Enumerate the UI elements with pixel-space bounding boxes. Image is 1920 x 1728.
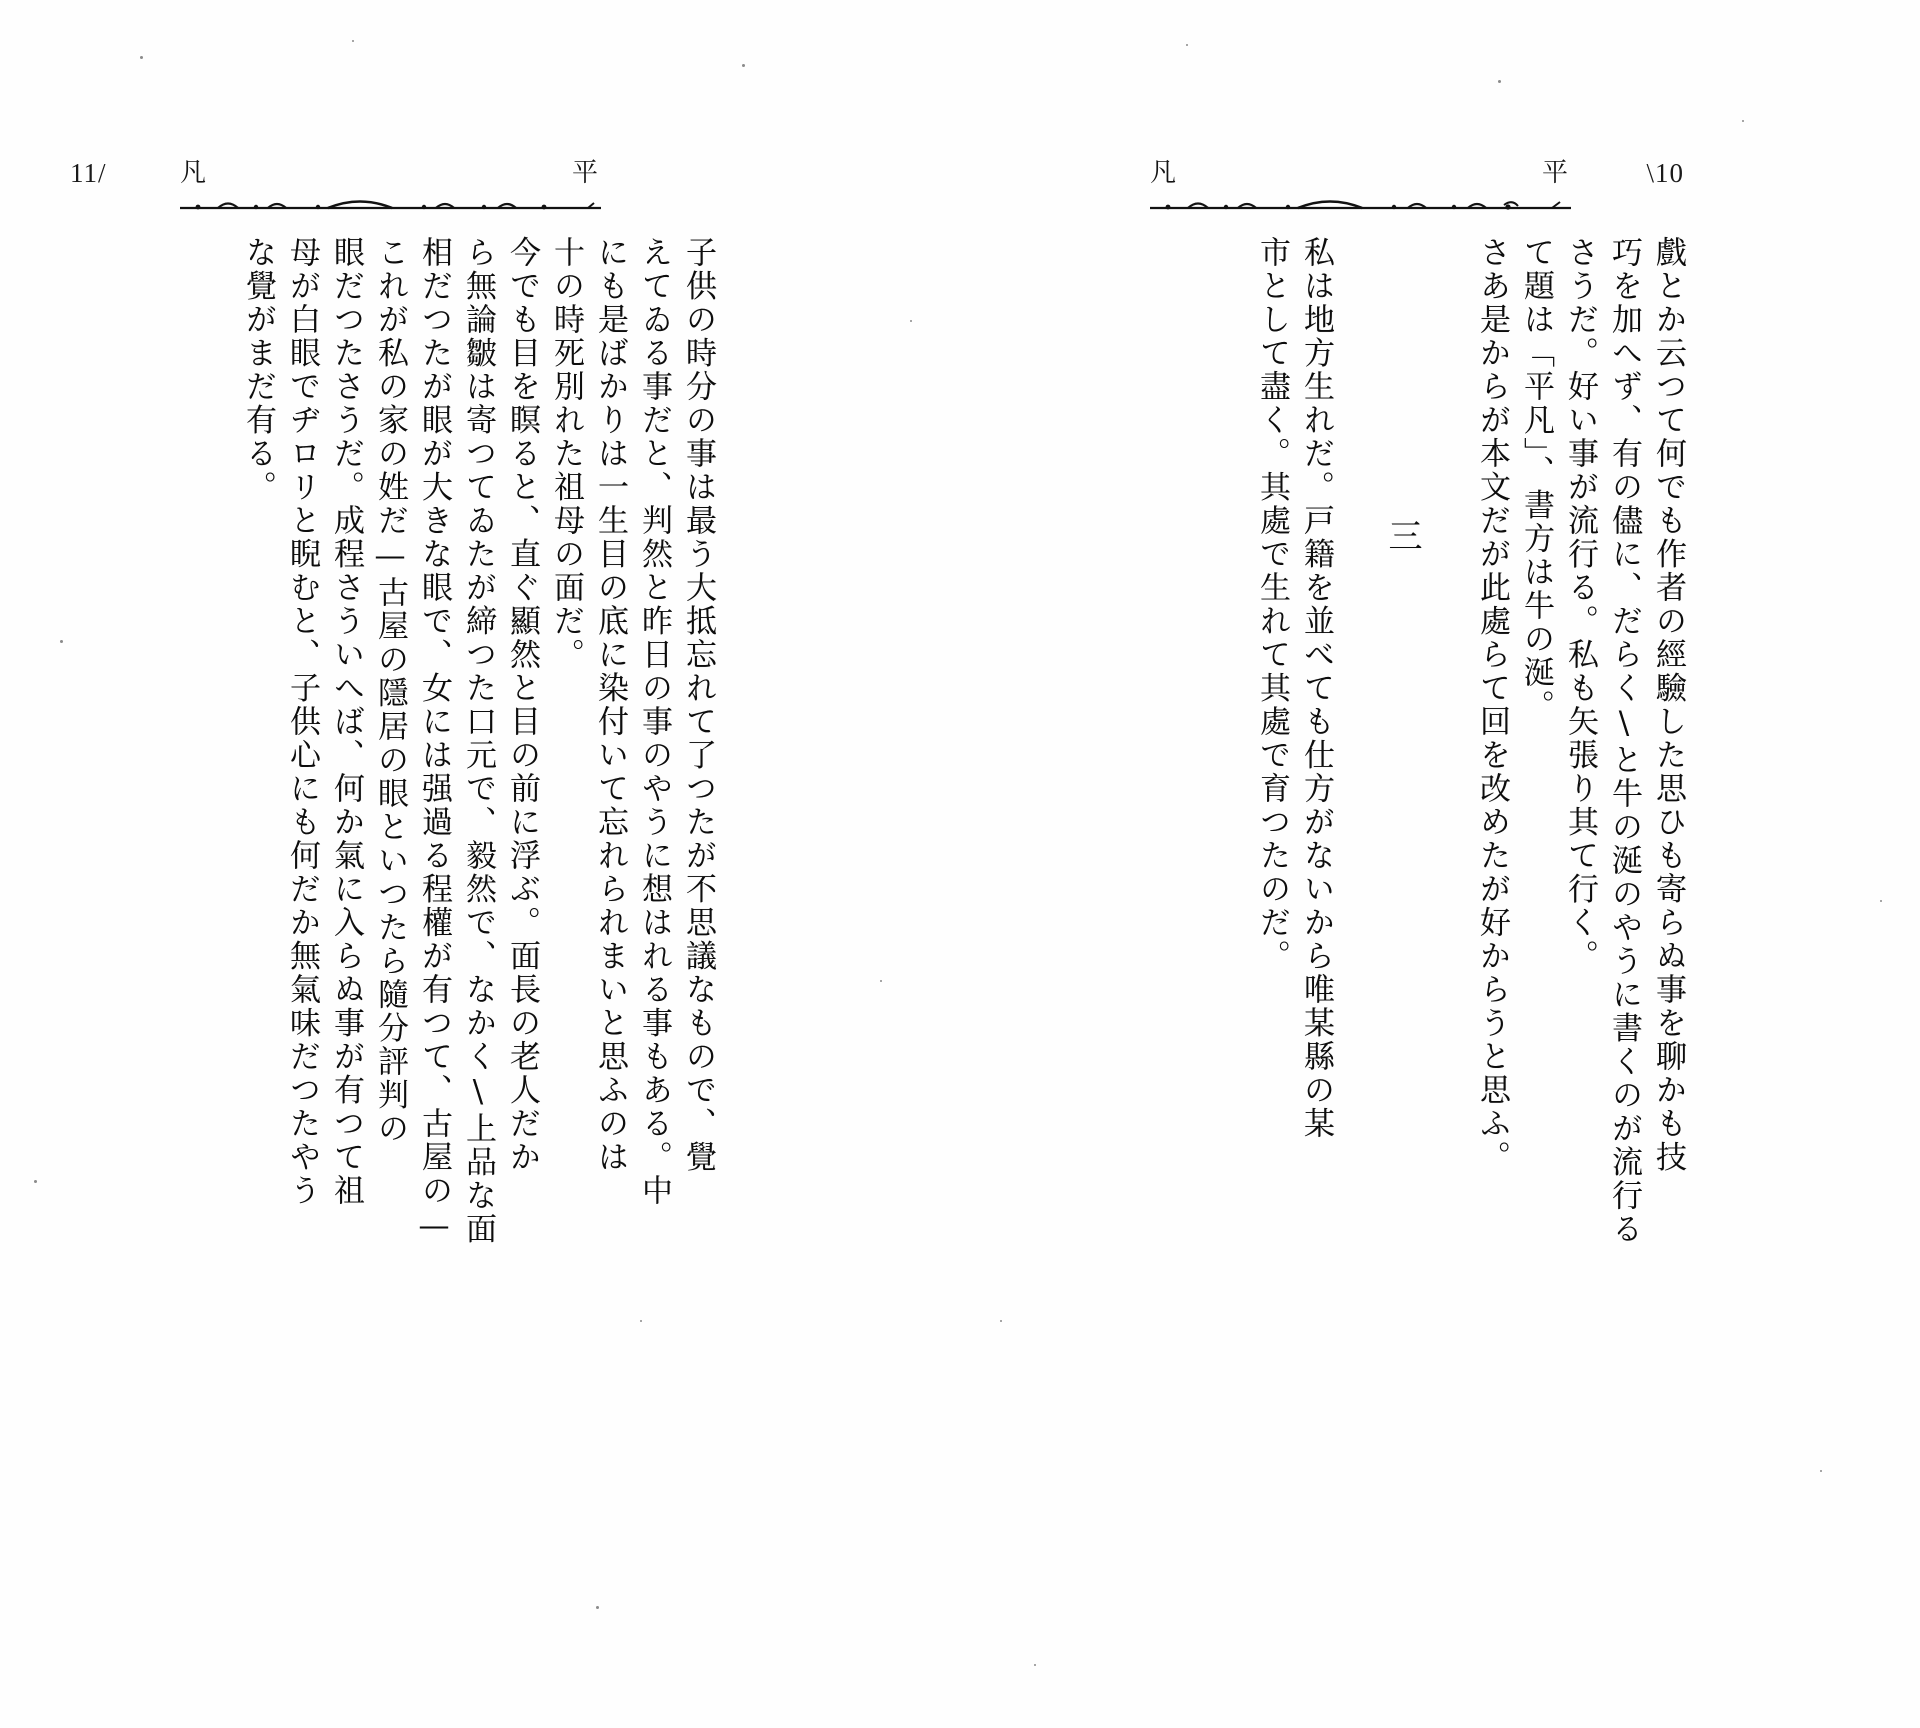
text-column: 今でも目を瞑ると、直ぐ顯然と目の前に浮ぶ。面長の老人だか <box>504 236 540 1174</box>
running-head-right <box>1030 150 1690 220</box>
text-column: 相だつたが眼が大きな眼で、女には强過る程權が有つて、古屋の— <box>416 236 452 1246</box>
scan-speck <box>880 980 882 982</box>
scan-speck <box>640 1320 642 1322</box>
text-column: て題は「平凡」、書方は牛の涎。 <box>1518 236 1554 723</box>
scan-speck <box>60 640 63 643</box>
text-column: 戲とか云つて何でも作者の經驗した思ひも寄らぬ事を聊かも技 <box>1650 236 1686 1174</box>
folio-number-right: \10 <box>1646 158 1684 188</box>
scan-speck <box>1742 120 1744 122</box>
text-column: 子供の時分の事は最う大抵忘れて了つたが不思議なもので、覺 <box>680 236 716 1174</box>
page-gutter <box>855 120 857 1620</box>
scan-speck <box>140 56 143 59</box>
running-head-title-right <box>1150 152 1570 194</box>
scan-speck <box>34 1180 37 1183</box>
text-column: ら無論皺は寄つてゐたが締つた口元で、毅然で、なかく\上品な面 <box>460 236 496 1246</box>
text-columns-right <box>1030 228 1690 1630</box>
page-right <box>1030 150 1690 1630</box>
scan-speck <box>910 320 912 322</box>
scan-speck <box>1034 1664 1036 1666</box>
folio-number-left: 11/ <box>70 158 107 188</box>
text-column-blank <box>1338 228 1382 1630</box>
running-head-char-right-2: 平 <box>1541 158 1570 188</box>
text-column: 母が白眼でヂロリと睨むと、子供心にも何だか無氣味だつたやう <box>284 236 320 1208</box>
text-column: えてゐる事だと、判然と昨日の事のやうに想はれる事もある。中 <box>636 236 672 1208</box>
scan-speck <box>596 1606 599 1609</box>
scan-speck <box>352 40 354 42</box>
text-column: 市として盡く。其處で生れて其處で育つたのだ。 <box>1254 236 1290 973</box>
page-left <box>60 150 720 1630</box>
scan-speck <box>742 64 745 67</box>
text-column: これが私の家の姓だ—古屋の隱居の眼といつたら隨分評判の <box>372 236 408 1146</box>
text-column: さうだ。好い事が流行る。私も矢張り其て行く。 <box>1562 236 1598 973</box>
scan-speck <box>1820 1470 1822 1472</box>
text-column: にも是ばかりは一生目の底に染付いて忘れられまいと思ふのは <box>592 236 628 1174</box>
scan-speck <box>1498 80 1501 83</box>
running-head-title-left <box>180 152 600 194</box>
text-columns-left <box>60 228 720 1630</box>
running-head-char-left-2: 平 <box>571 158 600 188</box>
text-column: な覺がまだ有る。 <box>240 236 276 504</box>
ornamental-rule-left <box>178 194 603 212</box>
text-column: 十の時死別れた祖母の面だ。 <box>548 236 584 672</box>
section-number: 三 <box>1382 518 1422 555</box>
text-column: 巧を加へず、有の儘に、だらく\と牛の涎のやうに書くのが流行る <box>1606 236 1642 1246</box>
running-head-left <box>60 150 720 220</box>
ornamental-rule-right <box>1148 194 1573 212</box>
scan-speck <box>1186 44 1188 46</box>
scan-speck <box>1000 1320 1002 1322</box>
text-column: 私は地方生れだ。戸籍を並べても仕方がないから唯某縣の某 <box>1298 236 1334 1141</box>
running-head-char-left-1: 凡 <box>180 158 209 188</box>
text-column: 眼だつたさうだ。成程さういへば、何か氣に入らぬ事が有つて祖 <box>328 236 364 1208</box>
running-head-char-right-1: 凡 <box>1150 158 1179 188</box>
scan-speck <box>1880 900 1882 902</box>
text-column-blank <box>1426 228 1470 1630</box>
text-column: さあ是からが本文だが此處らて回を改めたが好からうと思ふ。 <box>1474 236 1510 1174</box>
